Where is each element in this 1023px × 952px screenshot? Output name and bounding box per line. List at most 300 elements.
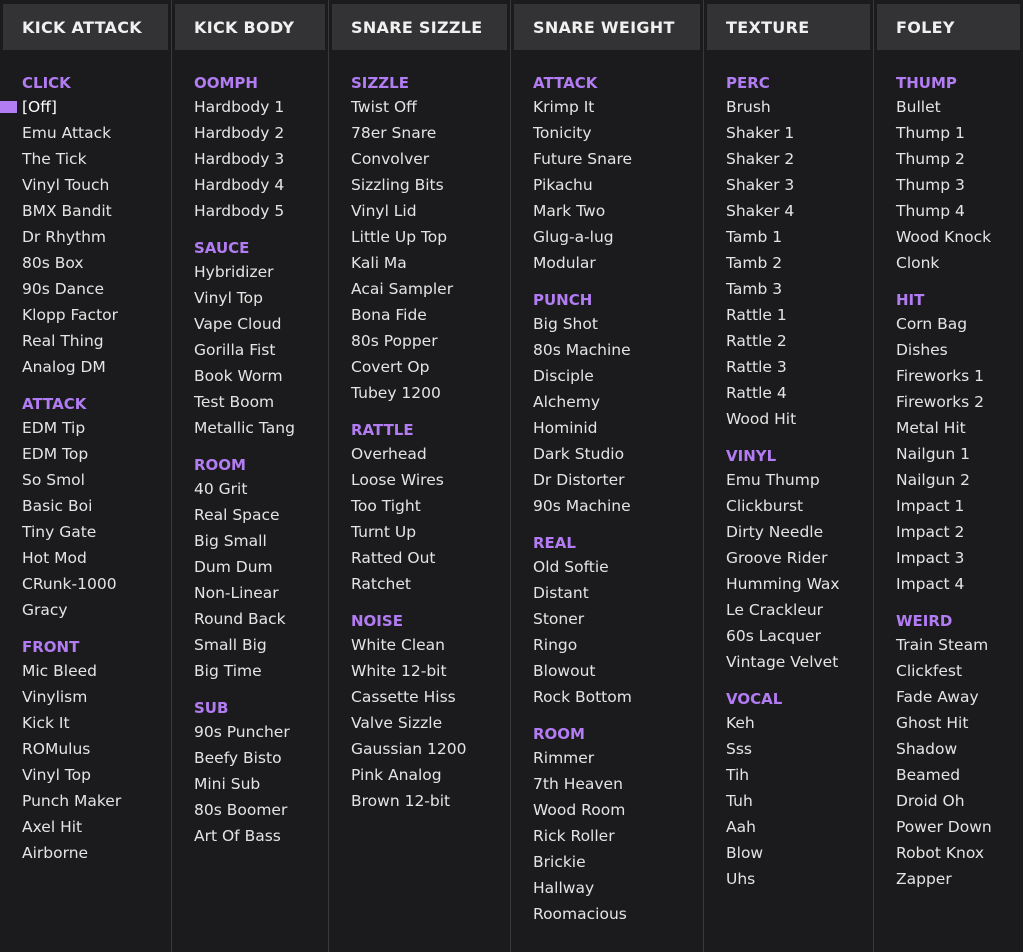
category-title: VINYL xyxy=(726,447,777,465)
preset-item[interactable] xyxy=(726,354,873,380)
preset-item-label: Corn Bag xyxy=(896,315,968,333)
preset-item[interactable] xyxy=(896,467,1023,493)
preset-item[interactable] xyxy=(533,120,703,146)
preset-item-label: Pikachu xyxy=(533,176,593,194)
preset-item[interactable] xyxy=(22,415,171,441)
preset-item[interactable] xyxy=(351,276,510,302)
preset-item[interactable] xyxy=(194,94,328,120)
preset-item-label: Impact 3 xyxy=(896,549,965,567)
preset-item[interactable] xyxy=(726,814,873,840)
preset-item-label: Hardbody 4 xyxy=(194,176,285,194)
preset-item[interactable] xyxy=(896,250,1023,276)
preset-item[interactable] xyxy=(726,146,873,172)
category-title: SUB xyxy=(194,699,229,717)
preset-item[interactable] xyxy=(351,302,510,328)
category-group xyxy=(896,289,1023,597)
preset-item[interactable] xyxy=(194,172,328,198)
preset-item-label: Klopp Factor xyxy=(22,306,119,324)
preset-item-label: Vinyl Lid xyxy=(351,202,417,220)
preset-item[interactable] xyxy=(194,146,328,172)
preset-item[interactable] xyxy=(533,797,703,823)
preset-item[interactable] xyxy=(194,415,328,441)
preset-item[interactable] xyxy=(351,519,510,545)
preset-item-label: Beefy Bisto xyxy=(194,749,282,767)
preset-item[interactable] xyxy=(194,658,328,684)
category-group xyxy=(22,393,171,623)
preset-item-label: CRunk-1000 xyxy=(22,575,117,593)
preset-item-label: Clonk xyxy=(896,254,940,272)
preset-item[interactable] xyxy=(533,684,703,710)
preset-item[interactable] xyxy=(194,476,328,502)
preset-item[interactable] xyxy=(194,285,328,311)
preset-item[interactable] xyxy=(726,172,873,198)
preset-item[interactable] xyxy=(896,94,1023,120)
preset-item[interactable] xyxy=(351,94,510,120)
preset-item-label: Wood Room xyxy=(533,801,626,819)
preset-item[interactable] xyxy=(22,840,171,866)
preset-item-label: Keh xyxy=(726,714,755,732)
preset-item-label: Mark Two xyxy=(533,202,606,220)
preset-item-label: Dirty Needle xyxy=(726,523,824,541)
preset-item-label: Book Worm xyxy=(194,367,283,385)
preset-item[interactable] xyxy=(22,710,171,736)
preset-item-label: Rimmer xyxy=(533,749,595,767)
preset-item[interactable] xyxy=(351,328,510,354)
preset-item-label: 90s Puncher xyxy=(194,723,290,741)
preset-item[interactable] xyxy=(22,814,171,840)
preset-item-label: Cassette Hiss xyxy=(351,688,456,706)
column-kick-body xyxy=(172,0,329,952)
column-snare-weight xyxy=(511,0,704,952)
preset-item-label: Fade Away xyxy=(896,688,979,706)
preset-item[interactable] xyxy=(194,797,328,823)
preset-item[interactable] xyxy=(533,146,703,172)
preset-item-label: The Tick xyxy=(22,150,87,168)
preset-item-label: Brickie xyxy=(533,853,586,871)
preset-item-label: Hardbody 2 xyxy=(194,124,285,142)
category-title: CLICK xyxy=(22,74,71,92)
preset-item-label: So Smol xyxy=(22,471,85,489)
preset-item[interactable] xyxy=(896,363,1023,389)
preset-item[interactable] xyxy=(351,120,510,146)
preset-item-label: Kick It xyxy=(22,714,70,732)
preset-item[interactable] xyxy=(22,198,171,224)
preset-item[interactable] xyxy=(22,302,171,328)
preset-item-label: Wood Hit xyxy=(726,410,797,428)
preset-item[interactable] xyxy=(22,467,171,493)
preset-item-label: Impact 2 xyxy=(896,523,965,541)
preset-item[interactable] xyxy=(194,259,328,285)
preset-item-label: Tamb 3 xyxy=(726,280,783,298)
column-foley xyxy=(874,0,1023,952)
preset-item[interactable] xyxy=(896,788,1023,814)
preset-item[interactable] xyxy=(351,441,510,467)
preset-item-label: Distant xyxy=(533,584,589,602)
preset-item-label: Brush xyxy=(726,98,771,116)
preset-item[interactable] xyxy=(726,198,873,224)
preset-item[interactable] xyxy=(896,632,1023,658)
preset-item[interactable] xyxy=(194,823,328,849)
preset-item[interactable] xyxy=(896,198,1023,224)
preset-item[interactable] xyxy=(726,224,873,250)
preset-item[interactable] xyxy=(194,719,328,745)
preset-item-label: EDM Top xyxy=(22,445,89,463)
preset-item[interactable] xyxy=(194,502,328,528)
preset-item[interactable] xyxy=(533,415,703,441)
preset-item[interactable] xyxy=(194,745,328,771)
preset-item[interactable] xyxy=(351,224,510,250)
category-title: FRONT xyxy=(22,638,80,656)
category-group xyxy=(22,72,171,380)
preset-item[interactable] xyxy=(896,415,1023,441)
preset-item-label: 7th Heaven xyxy=(533,775,623,793)
preset-item[interactable] xyxy=(22,597,171,623)
preset-item[interactable] xyxy=(351,172,510,198)
preset-item-label: Thump 4 xyxy=(896,202,965,220)
preset-item-label: Tubey 1200 xyxy=(351,384,441,402)
preset-item[interactable] xyxy=(896,710,1023,736)
preset-item-label: Le Crackleur xyxy=(726,601,824,619)
preset-item-label: Rattle 2 xyxy=(726,332,787,350)
category-title: SIZZLE xyxy=(351,74,409,92)
preset-item[interactable] xyxy=(22,94,171,120)
preset-item[interactable] xyxy=(896,571,1023,597)
preset-item[interactable] xyxy=(22,519,171,545)
preset-item[interactable] xyxy=(533,771,703,797)
category-title: ATTACK xyxy=(533,74,598,92)
preset-item-label: 90s Machine xyxy=(533,497,631,515)
preset-item[interactable] xyxy=(896,519,1023,545)
preset-item[interactable] xyxy=(351,545,510,571)
preset-item-label: Groove Rider xyxy=(726,549,828,567)
preset-item[interactable] xyxy=(533,658,703,684)
category-group xyxy=(896,610,1023,892)
preset-item-label: Dishes xyxy=(896,341,948,359)
preset-item[interactable] xyxy=(194,363,328,389)
preset-item-label: Little Up Top xyxy=(351,228,448,246)
preset-item[interactable] xyxy=(533,94,703,120)
preset-item[interactable] xyxy=(22,658,171,684)
preset-item-label: ROMulus xyxy=(22,740,91,758)
preset-item[interactable] xyxy=(726,571,873,597)
preset-item[interactable] xyxy=(896,814,1023,840)
category-title: PERC xyxy=(726,74,770,92)
preset-item[interactable] xyxy=(896,146,1023,172)
preset-item[interactable] xyxy=(726,302,873,328)
category-title: RATTLE xyxy=(351,421,414,439)
preset-item[interactable] xyxy=(351,198,510,224)
preset-item-label: Metallic Tang xyxy=(194,419,295,437)
preset-item[interactable] xyxy=(533,224,703,250)
preset-item[interactable] xyxy=(351,762,510,788)
column-snare-sizzle xyxy=(329,0,511,952)
preset-item[interactable] xyxy=(351,736,510,762)
preset-item[interactable] xyxy=(194,554,328,580)
preset-item-label: Vape Cloud xyxy=(194,315,282,333)
preset-item-label: Bullet xyxy=(896,98,941,116)
preset-item-label: Power Down xyxy=(896,818,992,836)
column-header: KICK ATTACK xyxy=(3,4,168,50)
preset-item-label: Emu Thump xyxy=(726,471,820,489)
category-group xyxy=(194,72,328,224)
preset-item[interactable] xyxy=(22,571,171,597)
preset-item[interactable] xyxy=(533,606,703,632)
preset-item-label: Hardbody 5 xyxy=(194,202,285,220)
preset-item-label: Wood Knock xyxy=(896,228,992,246)
preset-item[interactable] xyxy=(351,658,510,684)
column-header: TEXTURE xyxy=(707,4,870,50)
preset-item[interactable] xyxy=(726,840,873,866)
preset-item[interactable] xyxy=(22,224,171,250)
preset-item[interactable] xyxy=(896,224,1023,250)
preset-item[interactable] xyxy=(726,467,873,493)
preset-item[interactable] xyxy=(896,658,1023,684)
preset-item[interactable] xyxy=(726,866,873,892)
preset-item-label: 80s Box xyxy=(22,254,84,272)
preset-item[interactable] xyxy=(726,545,873,571)
preset-item-label: Gorilla Fist xyxy=(194,341,276,359)
preset-item[interactable] xyxy=(533,311,703,337)
preset-item-label: Tuh xyxy=(726,792,753,810)
preset-item[interactable] xyxy=(726,519,873,545)
preset-item[interactable] xyxy=(22,146,171,172)
preset-item[interactable] xyxy=(22,354,171,380)
preset-item-label: Disciple xyxy=(533,367,594,385)
preset-item[interactable] xyxy=(896,311,1023,337)
preset-item[interactable] xyxy=(726,710,873,736)
preset-item-label: Sizzling Bits xyxy=(351,176,444,194)
preset-item-label: Kali Ma xyxy=(351,254,407,272)
preset-item-label: Rattle 4 xyxy=(726,384,787,402)
preset-item[interactable] xyxy=(194,580,328,606)
preset-item-label: Vintage Velvet xyxy=(726,653,839,671)
preset-item[interactable] xyxy=(533,441,703,467)
preset-item[interactable] xyxy=(22,328,171,354)
preset-item[interactable] xyxy=(22,545,171,571)
category-title: SAUCE xyxy=(194,239,250,257)
preset-item[interactable] xyxy=(533,632,703,658)
preset-item-label: Basic Boi xyxy=(22,497,93,515)
column-list xyxy=(329,50,510,814)
preset-item[interactable] xyxy=(533,849,703,875)
preset-item-label: Covert Op xyxy=(351,358,430,376)
preset-item[interactable] xyxy=(533,389,703,415)
preset-item-label: Vinylism xyxy=(22,688,88,706)
preset-item[interactable] xyxy=(533,337,703,363)
preset-item[interactable] xyxy=(351,354,510,380)
preset-item[interactable] xyxy=(726,788,873,814)
preset-item[interactable] xyxy=(533,554,703,580)
preset-item[interactable] xyxy=(22,788,171,814)
preset-item[interactable] xyxy=(533,493,703,519)
preset-item[interactable] xyxy=(194,198,328,224)
preset-item[interactable] xyxy=(726,762,873,788)
preset-item[interactable] xyxy=(896,545,1023,571)
preset-item[interactable] xyxy=(22,276,171,302)
category-title: ROOM xyxy=(533,725,585,743)
preset-item[interactable] xyxy=(194,311,328,337)
preset-item-label: Nailgun 1 xyxy=(896,445,970,463)
preset-item-label: Old Softie xyxy=(533,558,609,576)
preset-item-label: White Clean xyxy=(351,636,445,654)
preset-item[interactable] xyxy=(194,337,328,363)
preset-item-label: Vinyl Top xyxy=(22,766,91,784)
preset-item[interactable] xyxy=(22,736,171,762)
preset-item-label: Zapper xyxy=(896,870,952,888)
category-title: HIT xyxy=(896,291,925,309)
preset-item[interactable] xyxy=(726,623,873,649)
preset-item[interactable] xyxy=(22,441,171,467)
preset-item-label: Beamed xyxy=(896,766,961,784)
preset-item[interactable] xyxy=(351,493,510,519)
preset-item[interactable] xyxy=(726,649,873,675)
preset-item[interactable] xyxy=(533,250,703,276)
column-kick-attack xyxy=(0,0,172,952)
preset-item[interactable] xyxy=(351,571,510,597)
preset-item[interactable] xyxy=(194,632,328,658)
preset-item[interactable] xyxy=(22,684,171,710)
preset-item-label: Humming Wax xyxy=(726,575,840,593)
preset-item[interactable] xyxy=(896,389,1023,415)
preset-item-label: Droid Oh xyxy=(896,792,965,810)
category-title: OOMPH xyxy=(194,74,258,92)
preset-item-label: 60s Lacquer xyxy=(726,627,821,645)
preset-item[interactable] xyxy=(533,580,703,606)
preset-item-label: Acai Sampler xyxy=(351,280,454,298)
preset-item[interactable] xyxy=(194,120,328,146)
preset-item-label: Hominid xyxy=(533,419,598,437)
preset-item[interactable] xyxy=(896,493,1023,519)
preset-item-label: Glug-a-lug xyxy=(533,228,614,246)
preset-item[interactable] xyxy=(194,606,328,632)
preset-item[interactable] xyxy=(533,745,703,771)
preset-item-label: 90s Dance xyxy=(22,280,105,298)
preset-item[interactable] xyxy=(533,875,703,901)
preset-item[interactable] xyxy=(22,493,171,519)
preset-item-label: Dr Rhythm xyxy=(22,228,107,246)
preset-item-label: Alchemy xyxy=(533,393,601,411)
preset-item-label: Hot Mod xyxy=(22,549,87,567)
preset-item[interactable] xyxy=(533,172,703,198)
category-group xyxy=(351,419,510,597)
preset-item[interactable] xyxy=(896,120,1023,146)
preset-item[interactable] xyxy=(351,710,510,736)
preset-item-label: Modular xyxy=(533,254,596,272)
preset-item[interactable] xyxy=(351,467,510,493)
preset-item-label: Real Space xyxy=(194,506,280,524)
preset-item-label: Ratchet xyxy=(351,575,411,593)
category-group xyxy=(194,454,328,684)
preset-item-label: Overhead xyxy=(351,445,427,463)
preset-item-label: Ratted Out xyxy=(351,549,436,567)
column-list xyxy=(0,50,171,866)
preset-item[interactable] xyxy=(533,823,703,849)
preset-item[interactable] xyxy=(726,276,873,302)
category-group xyxy=(194,237,328,441)
preset-item-label: Hybridizer xyxy=(194,263,274,281)
preset-item[interactable] xyxy=(533,901,703,927)
category-title: ATTACK xyxy=(22,395,87,413)
preset-item-label: Shaker 4 xyxy=(726,202,795,220)
preset-item[interactable] xyxy=(726,328,873,354)
category-group xyxy=(533,289,703,519)
preset-item[interactable] xyxy=(533,467,703,493)
preset-item[interactable] xyxy=(726,406,873,432)
preset-item[interactable] xyxy=(726,250,873,276)
preset-item[interactable] xyxy=(896,736,1023,762)
preset-item-label: Mini Sub xyxy=(194,775,261,793)
preset-item-label: EDM Tip xyxy=(22,419,86,437)
preset-item[interactable] xyxy=(726,94,873,120)
preset-item-label: Dark Studio xyxy=(533,445,625,463)
preset-item-label: Fireworks 2 xyxy=(896,393,985,411)
preset-item[interactable] xyxy=(726,597,873,623)
preset-item-label: Shadow xyxy=(896,740,958,758)
preset-item[interactable] xyxy=(351,632,510,658)
preset-item[interactable] xyxy=(726,120,873,146)
preset-item[interactable] xyxy=(896,840,1023,866)
preset-item[interactable] xyxy=(726,493,873,519)
preset-item[interactable] xyxy=(351,146,510,172)
category-group xyxy=(533,72,703,276)
column-list xyxy=(874,50,1023,892)
preset-item-label: BMX Bandit xyxy=(22,202,112,220)
preset-item[interactable] xyxy=(351,250,510,276)
column-header: SNARE WEIGHT xyxy=(514,4,700,50)
category-title: ROOM xyxy=(194,456,246,474)
preset-item-label: Big Small xyxy=(194,532,267,550)
preset-item-label: Loose Wires xyxy=(351,471,444,489)
preset-item-label: Ghost Hit xyxy=(896,714,969,732)
preset-item-label: Real Thing xyxy=(22,332,104,350)
preset-item[interactable] xyxy=(896,337,1023,363)
preset-item[interactable] xyxy=(726,736,873,762)
preset-item-label: Bona Fide xyxy=(351,306,427,324)
column-header: FOLEY xyxy=(877,4,1020,50)
category-group xyxy=(896,72,1023,276)
preset-item[interactable] xyxy=(351,684,510,710)
preset-item[interactable] xyxy=(533,198,703,224)
column-list xyxy=(172,50,328,849)
preset-item[interactable] xyxy=(351,788,510,814)
preset-item[interactable] xyxy=(351,380,510,406)
preset-item-label: Metal Hit xyxy=(896,419,966,437)
preset-item[interactable] xyxy=(194,528,328,554)
preset-item[interactable] xyxy=(22,120,171,146)
preset-item[interactable] xyxy=(896,172,1023,198)
preset-item[interactable] xyxy=(896,684,1023,710)
preset-item-label: Tih xyxy=(726,766,750,784)
preset-item-label: Airborne xyxy=(22,844,89,862)
category-title: PUNCH xyxy=(533,291,593,309)
preset-item[interactable] xyxy=(22,762,171,788)
preset-item[interactable] xyxy=(194,389,328,415)
preset-item-label: [Off] xyxy=(22,98,57,116)
preset-item[interactable] xyxy=(726,380,873,406)
preset-item[interactable] xyxy=(533,363,703,389)
preset-item[interactable] xyxy=(896,762,1023,788)
category-group xyxy=(726,688,873,892)
preset-item[interactable] xyxy=(22,250,171,276)
preset-item[interactable] xyxy=(22,172,171,198)
preset-item[interactable] xyxy=(896,441,1023,467)
preset-item[interactable] xyxy=(194,771,328,797)
category-title: VOCAL xyxy=(726,690,783,708)
preset-item[interactable] xyxy=(896,866,1023,892)
column-list xyxy=(704,50,873,892)
preset-item-label: Test Boom xyxy=(194,393,275,411)
preset-item-label: Sss xyxy=(726,740,752,758)
